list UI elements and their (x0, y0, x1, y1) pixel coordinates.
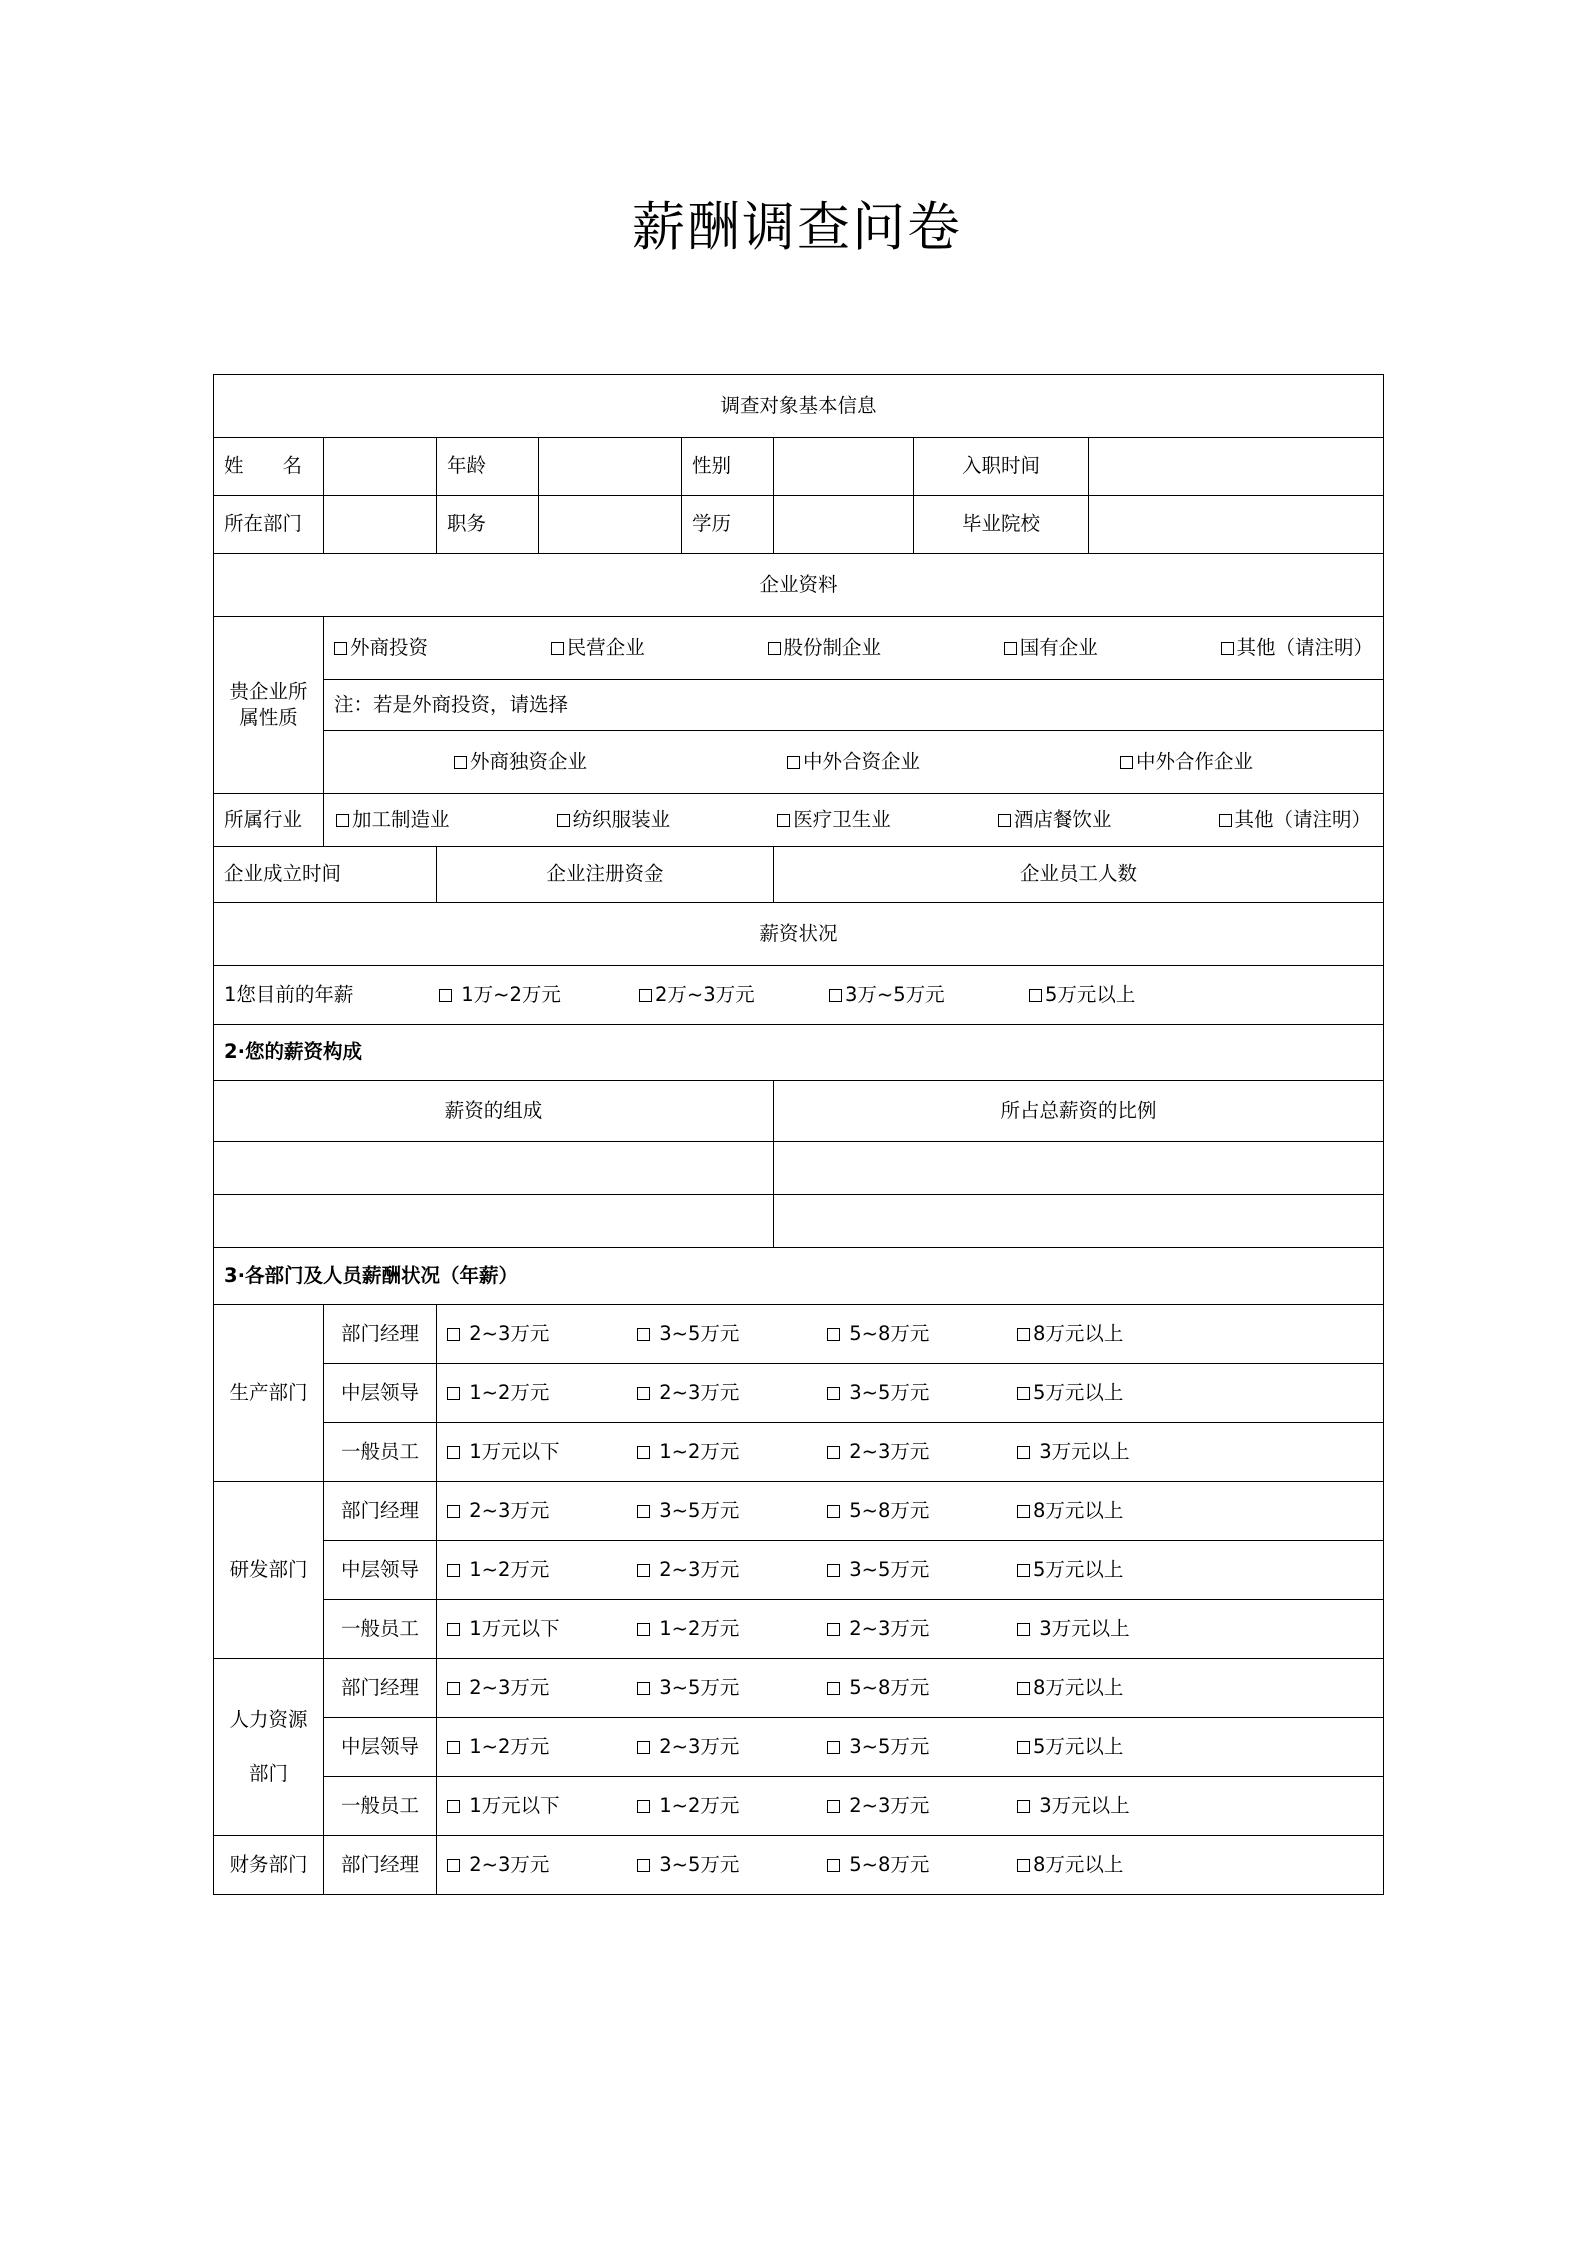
checkbox-icon[interactable] (1017, 1800, 1030, 1813)
field-value-gender[interactable] (774, 438, 914, 496)
checkbox-icon[interactable] (557, 814, 570, 827)
department-name-finance: 财务部门 (214, 1836, 324, 1895)
q2-col-ratio: 所占总薪资的比例 (774, 1081, 1384, 1142)
salary-option[interactable]: 1~2万元 (447, 1380, 637, 1406)
salary-option[interactable]: 5~8万元 (827, 1675, 1017, 1701)
field-value-age[interactable] (539, 438, 682, 496)
level-title: 部门经理 (324, 1659, 437, 1718)
salary-option[interactable]: 8万元以上 (1017, 1321, 1123, 1347)
checkbox-icon[interactable] (827, 1800, 840, 1813)
q2-composition-input-2[interactable] (214, 1195, 774, 1248)
salary-option[interactable]: 1~2万元 (637, 1616, 827, 1642)
checkbox-icon[interactable] (1219, 814, 1232, 827)
company-nature-row (214, 617, 1384, 680)
option-hotel-catering[interactable]: 酒店餐饮业 (998, 807, 1112, 833)
table-row (214, 1423, 1384, 1482)
questionnaire-table (213, 374, 1384, 1895)
table-row (214, 1482, 1384, 1541)
checkbox-icon[interactable] (637, 1328, 650, 1341)
salary-option[interactable]: 5~8万元 (827, 1852, 1017, 1878)
table-row (214, 1718, 1384, 1777)
option-sino-foreign-cooperative[interactable]: 中外合作企业 (1120, 749, 1253, 775)
salary-option[interactable]: 2~3万元 (637, 1557, 827, 1583)
checkbox-icon[interactable] (1017, 1564, 1030, 1577)
checkbox-icon[interactable] (447, 1328, 460, 1341)
option-sino-foreign-joint-venture[interactable]: 中外合资企业 (787, 749, 920, 775)
salary-option[interactable]: 3~5万元 (827, 1734, 1017, 1760)
level-title: 一般员工 (324, 1777, 437, 1836)
table-row (214, 1305, 1384, 1364)
salary-option[interactable]: 2~3万元 (447, 1498, 637, 1524)
salary-option[interactable]: 3~5万元 (637, 1852, 827, 1878)
q2-label: 2·您的薪资构成 (214, 1025, 1384, 1081)
option-textile-apparel[interactable]: 纺织服装业 (557, 807, 671, 833)
checkbox-icon[interactable] (334, 642, 347, 655)
q2-ratio-input-2[interactable] (774, 1195, 1384, 1248)
salary-option[interactable]: 5~8万元 (827, 1498, 1017, 1524)
q2-entry-row (214, 1142, 1384, 1195)
checkbox-icon[interactable] (637, 1623, 650, 1636)
checkbox-icon[interactable] (447, 1859, 460, 1872)
salary-option[interactable]: 2~3万元 (447, 1321, 637, 1347)
established-label: 企业成立时间 (214, 847, 437, 903)
checkbox-icon[interactable] (768, 642, 781, 655)
field-label-school: 毕业院校 (914, 496, 1089, 554)
page-title: 薪酬调查问卷 (632, 197, 962, 258)
q3-label: 3·各部门及人员薪酬状况（年薪） (214, 1248, 1384, 1305)
company-nature-options (324, 617, 1384, 680)
q1-cell (214, 966, 1384, 1025)
q1-option-3[interactable]: 3万~5万元 (829, 982, 1029, 1008)
option-medical-health[interactable]: 医疗卫生业 (777, 807, 891, 833)
checkbox-icon[interactable] (637, 1564, 650, 1577)
checkbox-icon[interactable] (1221, 642, 1234, 655)
checkbox-icon[interactable] (447, 1446, 460, 1459)
checkbox-icon[interactable] (829, 989, 842, 1002)
salary-option[interactable]: 5万元以上 (1017, 1734, 1123, 1760)
checkbox-icon[interactable] (827, 1328, 840, 1341)
checkbox-icon[interactable] (1017, 1387, 1030, 1400)
q2-header-row (214, 1081, 1384, 1142)
checkbox-icon[interactable] (336, 814, 349, 827)
table-row (214, 438, 1384, 496)
company-info-header: 企业资料 (214, 554, 1384, 617)
checkbox-icon[interactable] (998, 814, 1011, 827)
option-nature-other[interactable]: 其他（请注明） (1221, 635, 1374, 661)
checkbox-icon[interactable] (1017, 1505, 1030, 1518)
checkbox-icon[interactable] (447, 1623, 460, 1636)
field-label-hire-date: 入职时间 (914, 438, 1089, 496)
level-title: 中层领导 (324, 1718, 437, 1777)
option-state-owned[interactable]: 国有企业 (1004, 635, 1098, 661)
department-name-hr-line1: 人力资源 (229, 1707, 308, 1731)
q3-label-row (214, 1248, 1384, 1305)
salary-option[interactable]: 1~2万元 (637, 1793, 827, 1819)
checkbox-icon[interactable] (827, 1564, 840, 1577)
option-foreign-investment[interactable]: 外商投资 (334, 635, 428, 661)
checkbox-icon[interactable] (1120, 756, 1133, 769)
field-value-school[interactable] (1089, 496, 1384, 554)
salary-option[interactable]: 3~5万元 (637, 1321, 827, 1347)
industry-row (214, 794, 1384, 847)
salary-option[interactable]: 8万元以上 (1017, 1498, 1123, 1524)
questionnaire-form (213, 374, 1383, 1895)
table-row (214, 1364, 1384, 1423)
table-row (214, 1600, 1384, 1659)
basic-info-header-row (214, 375, 1384, 438)
level-options (437, 1777, 1384, 1836)
company-info-header-row (214, 554, 1384, 617)
checkbox-icon[interactable] (637, 1682, 650, 1695)
level-title: 部门经理 (324, 1836, 437, 1895)
company-nature-note-row (214, 680, 1384, 731)
option-manufacturing[interactable]: 加工制造业 (336, 807, 450, 833)
level-options (437, 1718, 1384, 1777)
checkbox-icon[interactable] (1017, 1682, 1030, 1695)
salary-option[interactable]: 3~5万元 (637, 1498, 827, 1524)
checkbox-icon[interactable] (551, 642, 564, 655)
q1-option-1[interactable]: 1万~2万元 (439, 982, 639, 1008)
checkbox-icon[interactable] (447, 1741, 460, 1754)
checkbox-icon[interactable] (1017, 1446, 1030, 1459)
level-title: 部门经理 (324, 1305, 437, 1364)
q2-label-row (214, 1025, 1384, 1081)
table-row (214, 1541, 1384, 1600)
field-value-hire-date[interactable] (1089, 438, 1384, 496)
level-options (437, 1541, 1384, 1600)
level-title: 中层领导 (324, 1364, 437, 1423)
field-value-education[interactable] (774, 496, 914, 554)
company-nature-label-line1: 贵企业所 (229, 679, 308, 703)
field-label-department: 所在部门 (214, 496, 324, 554)
checkbox-icon[interactable] (447, 1505, 460, 1518)
q1-option-4[interactable]: 5万元以上 (1029, 982, 1135, 1008)
salary-option[interactable]: 5万元以上 (1017, 1380, 1123, 1406)
salary-option[interactable]: 2~3万元 (447, 1852, 637, 1878)
salary-option[interactable]: 3~5万元 (827, 1557, 1017, 1583)
table-row (214, 1659, 1384, 1718)
headcount-label: 企业员工人数 (774, 847, 1384, 903)
company-foreign-options-row (214, 731, 1384, 794)
table-row (214, 1777, 1384, 1836)
salary-option[interactable]: 1~2万元 (447, 1734, 637, 1760)
field-label-gender: 性别 (682, 438, 774, 496)
checkbox-icon[interactable] (827, 1682, 840, 1695)
level-options (437, 1482, 1384, 1541)
salary-option[interactable]: 2~3万元 (827, 1616, 1017, 1642)
option-joint-stock[interactable]: 股份制企业 (768, 635, 882, 661)
industry-label: 所属行业 (214, 794, 324, 847)
salary-option[interactable]: 2~3万元 (827, 1439, 1017, 1465)
level-options (437, 1305, 1384, 1364)
salary-status-header: 薪资状况 (214, 903, 1384, 966)
checkbox-icon[interactable] (454, 756, 467, 769)
company-nature-note: 注：若是外商投资，请选择 (324, 680, 1384, 731)
checkbox-icon[interactable] (637, 1800, 650, 1813)
checkbox-icon[interactable] (447, 1564, 460, 1577)
q1-label: 1您目前的年薪 (224, 982, 354, 1006)
table-row (214, 496, 1384, 554)
field-value-position[interactable] (539, 496, 682, 554)
company-nature-label-line2: 属性质 (239, 706, 298, 729)
q1-option-2[interactable]: 2万~3万元 (639, 982, 829, 1008)
level-title: 中层领导 (324, 1541, 437, 1600)
q1-row (214, 966, 1384, 1025)
checkbox-icon[interactable] (447, 1387, 460, 1400)
level-options (437, 1423, 1384, 1482)
checkbox-icon[interactable] (637, 1446, 650, 1459)
field-label-position: 职务 (437, 496, 539, 554)
checkbox-icon[interactable] (787, 756, 800, 769)
salary-option[interactable]: 2~3万元 (447, 1675, 637, 1701)
checkbox-icon[interactable] (447, 1682, 460, 1695)
q2-ratio-input-1[interactable] (774, 1142, 1384, 1195)
option-industry-other[interactable]: 其他（请注明） (1219, 807, 1372, 833)
field-label-education: 学历 (682, 496, 774, 554)
salary-option[interactable]: 5万元以上 (1017, 1557, 1123, 1583)
company-nature-label (214, 617, 324, 794)
checkbox-icon[interactable] (1004, 642, 1017, 655)
salary-option[interactable]: 3万元以上 (1017, 1439, 1130, 1465)
level-options (437, 1364, 1384, 1423)
salary-option[interactable]: 1万元以下 (447, 1439, 637, 1465)
checkbox-icon[interactable] (439, 989, 452, 1002)
checkbox-icon[interactable] (637, 1859, 650, 1872)
company-foreign-options (324, 731, 1384, 794)
field-label-age: 年龄 (437, 438, 539, 496)
q2-col-composition: 薪资的组成 (214, 1081, 774, 1142)
checkbox-icon[interactable] (1029, 989, 1042, 1002)
basic-info-header: 调查对象基本信息 (214, 375, 1384, 438)
salary-option[interactable]: 8万元以上 (1017, 1675, 1123, 1701)
level-options (437, 1836, 1384, 1895)
department-name-hr-line2: 部门 (248, 1762, 288, 1785)
field-label-name-text: 姓 名 (224, 454, 303, 478)
checkbox-icon[interactable] (637, 1505, 650, 1518)
q2-composition-input-1[interactable] (214, 1142, 774, 1195)
field-value-department[interactable] (324, 496, 437, 554)
industry-options (324, 794, 1384, 847)
option-private-enterprise[interactable]: 民营企业 (551, 635, 645, 661)
checkbox-icon[interactable] (447, 1800, 460, 1813)
checkbox-icon[interactable] (637, 1741, 650, 1754)
salary-option[interactable]: 1万元以下 (447, 1616, 637, 1642)
checkbox-icon[interactable] (1017, 1859, 1030, 1872)
checkbox-icon[interactable] (1017, 1623, 1030, 1636)
department-name-hr (214, 1659, 324, 1836)
table-row (214, 1836, 1384, 1895)
checkbox-icon[interactable] (827, 1446, 840, 1459)
salary-option[interactable]: 1~2万元 (447, 1557, 637, 1583)
salary-status-header-row (214, 903, 1384, 966)
salary-option[interactable]: 1万元以下 (447, 1793, 637, 1819)
option-wholly-foreign-owned[interactable]: 外商独资企业 (454, 749, 587, 775)
level-title: 一般员工 (324, 1600, 437, 1659)
checkbox-icon[interactable] (827, 1623, 840, 1636)
level-options (437, 1600, 1384, 1659)
salary-option[interactable]: 2~3万元 (637, 1380, 827, 1406)
checkbox-icon[interactable] (1017, 1328, 1030, 1341)
field-label-name (214, 438, 324, 496)
checkbox-icon[interactable] (639, 989, 652, 1002)
salary-option[interactable]: 1~2万元 (637, 1439, 827, 1465)
department-name-production: 生产部门 (214, 1305, 324, 1482)
level-title: 部门经理 (324, 1482, 437, 1541)
capital-label: 企业注册资金 (437, 847, 774, 903)
checkbox-icon[interactable] (827, 1387, 840, 1400)
checkbox-icon[interactable] (827, 1505, 840, 1518)
level-title: 一般员工 (324, 1423, 437, 1482)
checkbox-icon[interactable] (777, 814, 790, 827)
salary-option[interactable]: 3~5万元 (637, 1675, 827, 1701)
salary-option[interactable]: 2~3万元 (827, 1793, 1017, 1819)
q2-entry-row (214, 1195, 1384, 1248)
salary-option[interactable]: 3~5万元 (827, 1380, 1017, 1406)
salary-option[interactable]: 8万元以上 (1017, 1852, 1123, 1878)
salary-option[interactable]: 2~3万元 (637, 1734, 827, 1760)
checkbox-icon[interactable] (1017, 1741, 1030, 1754)
salary-option[interactable]: 3万元以上 (1017, 1616, 1130, 1642)
company-meta-row (214, 847, 1384, 903)
checkbox-icon[interactable] (637, 1387, 650, 1400)
checkbox-icon[interactable] (827, 1859, 840, 1872)
checkbox-icon[interactable] (827, 1741, 840, 1754)
salary-option[interactable]: 3万元以上 (1017, 1793, 1130, 1819)
level-options (437, 1659, 1384, 1718)
salary-option[interactable]: 5~8万元 (827, 1321, 1017, 1347)
department-name-rd: 研发部门 (214, 1482, 324, 1659)
field-value-name[interactable] (324, 438, 437, 496)
